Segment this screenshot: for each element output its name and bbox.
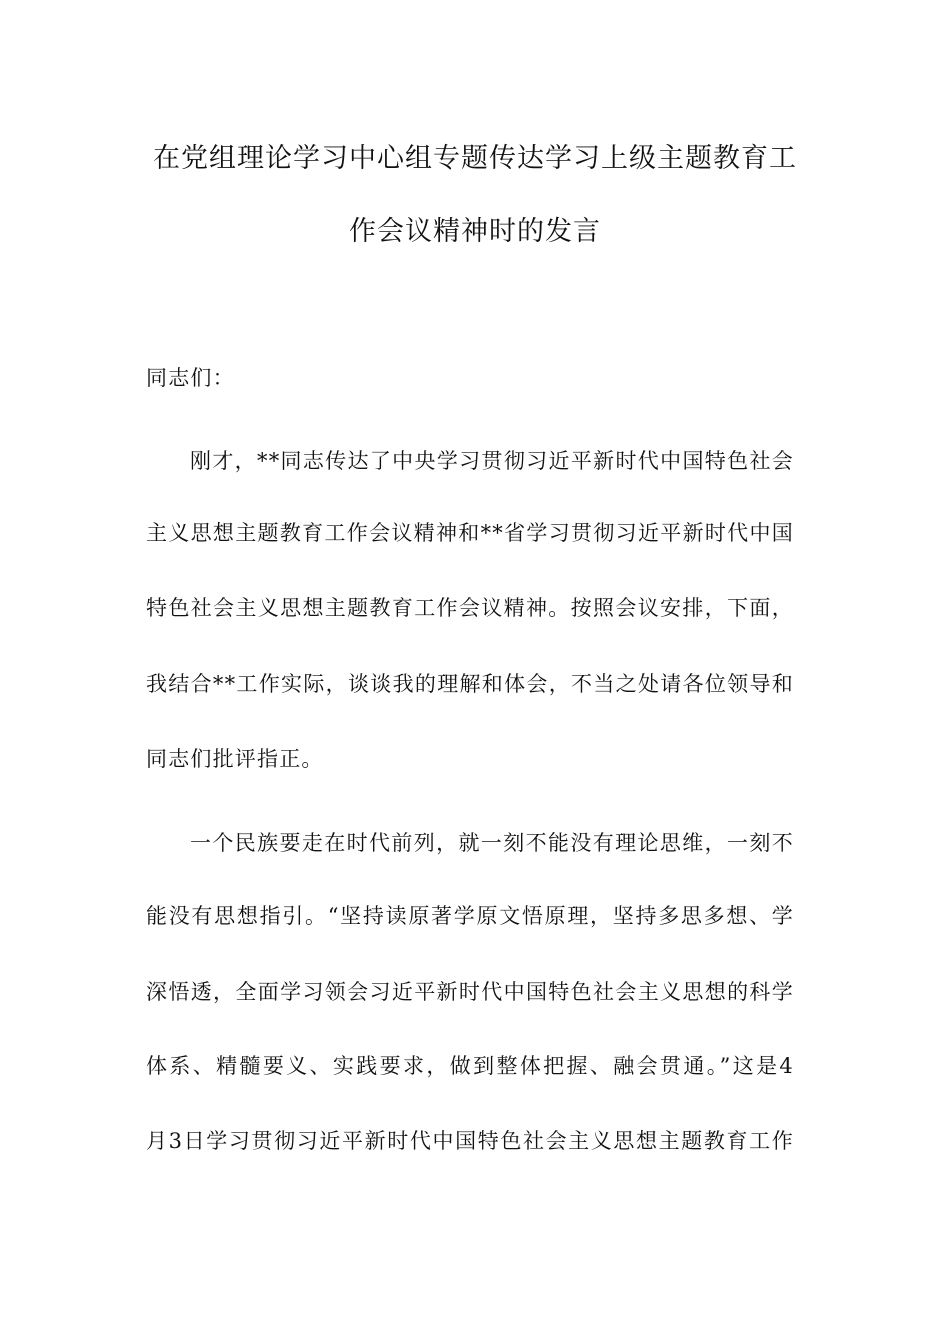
paragraph-1-line: 我结合**工作实际，谈谈我的理解和体会，不当之处请各位领导和 bbox=[146, 672, 794, 696]
paragraph-1-line: 同志们批评指正。 bbox=[146, 747, 324, 771]
paragraph-2-line: 月3日学习贯彻习近平新时代中国特色社会主义思想主题教育工作 bbox=[146, 1129, 794, 1153]
salutation: 同志们： bbox=[146, 366, 235, 390]
paragraph-1-line: 特色社会主义思想主题教育工作会议精神。按照会议安排，下面， bbox=[146, 596, 794, 620]
paragraph-1-line: 刚才，**同志传达了中央学习贯彻习近平新时代中国特色社会 bbox=[190, 449, 794, 473]
document-title-line-1: 在党组理论学习中心组专题传达学习上级主题教育工 bbox=[153, 143, 797, 174]
paragraph-2-line: 能没有思想指引。“坚持读原著学原文悟原理，坚持多思多想、学 bbox=[146, 904, 794, 928]
paragraph-2-line: 深悟透，全面学习领会习近平新时代中国特色社会主义思想的科学 bbox=[146, 980, 794, 1004]
paragraph-1-line: 主义思想主题教育工作会议精神和**省学习贯彻习近平新时代中国 bbox=[146, 521, 794, 545]
document-title-line-2: 作会议精神时的发言 bbox=[349, 216, 601, 247]
paragraph-2-line: 体系、精髓要义、实践要求，做到整体把握、融会贯通。”这是4 bbox=[146, 1054, 794, 1078]
paragraph-2-line: 一个民族要走在时代前列，就一刻不能没有理论思维，一刻不 bbox=[190, 831, 794, 855]
